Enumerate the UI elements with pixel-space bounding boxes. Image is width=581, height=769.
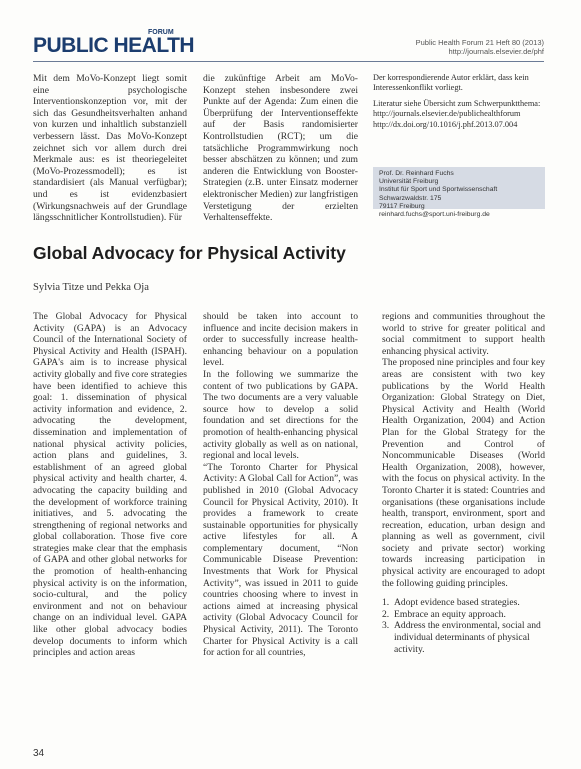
list-item xyxy=(382,597,545,609)
logo-text: PUBLIC HEALTH xyxy=(33,34,195,57)
list-number: 3. xyxy=(382,620,390,632)
literature-note: Literatur siehe Übersicht zum Schwerpunktthema: xyxy=(373,98,541,108)
article-paragraph: The Global Advocacy for Physical Activity (GAPA) is an Advocacy Council of the International Society of Physical Activity and Health (ISPAH). GAPA's aim is to increase physical activity globally and five core strategies have been identified to achieve this goal: 1. dissemination of physical activity information and evidence, 2. advocating the development, dissemination and implementation of national physical activity policies, action plans and guidelines, 3. establishment of an agreed global physical activity and health charter, 4. advocating the capacity building and the development of workforce training initiatives, and 5. advocating the strengthening of regional networks and global collaboration. Those five core strategies make clear that the emphasis of GAPA and other global networks for the promotion of health-enhancing physical activity is on the information, socio-cultural, and the policy environment and not on behaviour change on an individual level. GAPA like other global advocacy bodies develop documents to inform which principles and action areas xyxy=(33,311,187,659)
header-meta xyxy=(416,38,544,56)
article-paragraph: regions and communities throughout the world to strive for greater political and social commitment to support health enhancing physical activity. xyxy=(382,311,545,357)
contact-email[interactable]: reinhard.fuchs@sport.uni-freiburg.de xyxy=(379,211,490,219)
previous-article-text-2: die zukünftige Arbeit am MoVo-Konzept stehen insbesondere zwei Punkte auf der Agenda: Zum einen die Überprüfung der Interventionseffekte auf der Basis randomisierter Kontrollstudien (RCT); um die tatsächliche Programmwirkung noch besser abschätzen zu können; und zum anderen die Entwicklung von Booster-Strategien (z.B. unter Einsatz moderner elektronischer Medien) zur langfristigen Verstetigung der erzielten Verhaltenseffekte. xyxy=(203,73,358,224)
contact-line-4: 79117 Freiburg xyxy=(379,202,425,210)
list-number: 1. xyxy=(382,597,390,609)
list-item xyxy=(382,609,545,621)
article-paragraph: The proposed nine principles and four key areas are consistent with two key publications by the World Health Organization: Global Strategy on Diet, Physical Activity and Health (World Health Organization, 2004) and Action Plan for the Global Strategy for the Prevention and Control of Noncommunicable Diseases (World Health Organization, 2008), however, with the focus on physical activity. In the Toronto Charter it is stated: Countries and organisations (these organisations include health, transport, environment, sport and recreation, education, urban design and planning as well as government, civil society and private sector) working towards increasing participation in physical activity are encouraged to adopt the following guiding principles. xyxy=(382,357,545,589)
list-item xyxy=(382,620,545,655)
article-title: Global Advocacy for Physical Activity xyxy=(33,243,346,263)
previous-article-text-1: Mit dem MoVo-Konzept liegt somit eine psychologische Interventionskonzeption vor, mit der sich das Gesundheitsverhalten anhand von kurzen und inhaltlich substanziell verbessern lässt. Das MoVo-Konzept zeichnet sich vor allem durch drei Merkmale aus: es ist theoriegeleitet (MoVo-Prozessmodell); es ist standardisiert (als Manual verfügbar); und es ist evidenzbasiert (Wirkungsnachweis auf der Grundlage längsschnitlicher Kontrollstudien). Für xyxy=(33,73,187,224)
literature-block xyxy=(373,99,545,130)
article-column-2 xyxy=(203,311,358,659)
list-number: 2. xyxy=(382,608,390,620)
article-column-3 xyxy=(382,311,545,655)
journal-logo xyxy=(33,29,195,60)
list-text: Address the environmental, social and individual determinants of physical activity. xyxy=(394,620,541,655)
principles-list xyxy=(382,597,545,655)
author-contact-box xyxy=(373,167,545,219)
previous-article-column-1 xyxy=(33,73,187,224)
page-number: 34 xyxy=(33,748,45,759)
article-paragraph: should be taken into account to influence and incite decision makers in order to successfully increase health-enhancing behaviour on a population level. xyxy=(203,311,358,369)
header-divider xyxy=(33,61,544,62)
doi-link[interactable]: http://dx.doi.org/10.1016/j.phf.2013.07.004 xyxy=(373,119,518,129)
contact-line-2: Institut für Sport und Sportwissenschaft xyxy=(379,186,498,194)
journal-url: http://journals.elsevier.de/phf xyxy=(448,47,544,56)
contact-line-1: Universität Freiburg xyxy=(379,178,439,186)
article-paragraph: “The Toronto Charter for Physical Activity: A Global Call for Action”, was published in 2010 (Global Advocacy Council for Physical Activity, 2010). It provides a framework to create sustainable opportunities for physically active lifestyles for all. A complementary document, “Non Communicable Disease Prevention: Investments that Work for Physical Activity”, was issued in 2011 to guide countries choosing where to invest in actions aimed at increasing physical activity (Global Advocacy Council for Physical Activity, 2011). The Toronto Charter for Physical Activity is a call for action for all countries, xyxy=(203,461,358,659)
article-paragraph: In the following we summarize the content of two publications by GAPA. The two documents are a very valuable source how to develop a solid foundation and set directions for the promotion of health-enhancing physical activity globally as well as on national, regional and local levels. xyxy=(203,368,358,462)
contact-name: Prof. Dr. Reinhard Fuchs xyxy=(379,170,454,177)
journal-citation: Public Health Forum 21 Heft 80 (2013) xyxy=(415,38,544,47)
previous-article-notes xyxy=(373,73,545,130)
article-authors: Sylvia Titze und Pekka Oja xyxy=(33,282,149,293)
logo-issue: FORUM xyxy=(148,29,174,36)
conflict-statement: Der korrespondierende Autor erklärt, dass kein Interessenkonflikt vorliegt. xyxy=(373,73,529,93)
contact-line-3: Schwarzwaldstr. 175 xyxy=(379,194,442,202)
literature-link[interactable]: http://journals.elsevier.de/publichealthforum xyxy=(373,109,521,119)
list-text: Adopt evidence based strategies. xyxy=(394,597,520,609)
list-text: Embrace an equity approach. xyxy=(394,608,506,620)
previous-article-column-2 xyxy=(203,73,358,224)
article-column-1 xyxy=(33,311,187,659)
